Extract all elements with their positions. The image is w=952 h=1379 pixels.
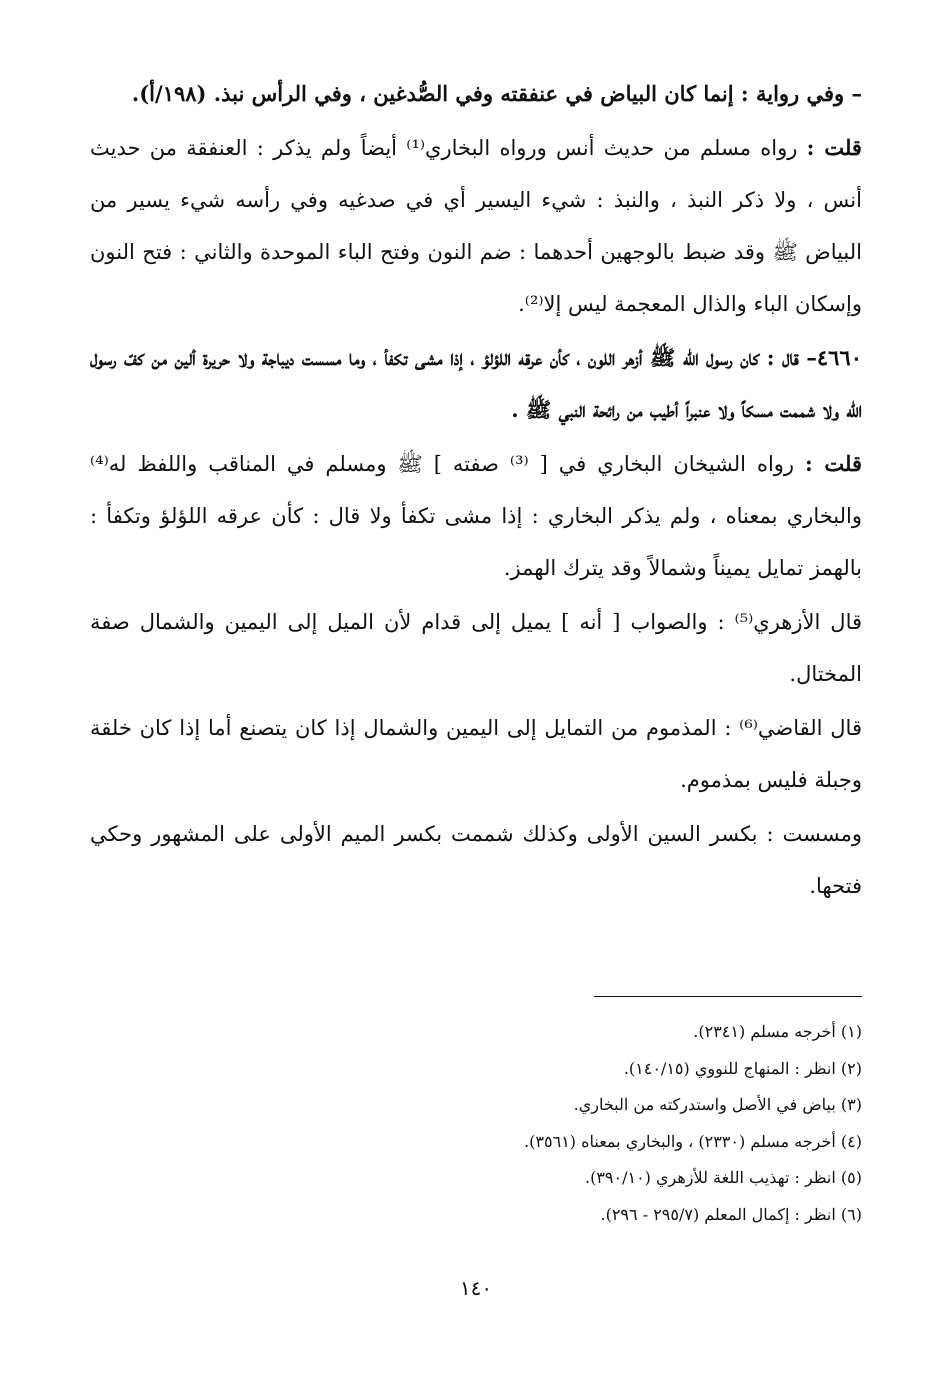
footnote-item: (٢) انظر : المنهاج للنووي (١٤٠/١٥).	[623, 1058, 862, 1078]
footnote-item: (٤) أخرجه مسلم (٢٣٣٠) ، والبخاري بمعناه (٣٥٦١).	[524, 1131, 862, 1151]
commentary-label: قلت :	[805, 451, 863, 476]
footnote-item: (١) أخرجه مسلم (٢٣٤١).	[693, 1022, 862, 1041]
hadith-paragraph	[90, 332, 862, 436]
paragraph-text: ٤٦٦٠– قال : كان رسول الله ﷺ أزهر اللون ، كأن عرقه اللؤلؤ ، إذا مشى تكفأ ، وما مسست ديباجة ولا حريرة ألين من كفّ رسول الله ولا شممت مسكاً ولا عنبراً أطيب من رائحة النبي ﷺ .	[90, 345, 862, 422]
paragraph-text: ومسست : بكسر السين الأولى وكذلك شممت بكسر الميم الأولى على المشهور وحكي فتحها.	[90, 822, 862, 898]
paragraph-text: – وفي رواية : إنما كان البياض في عنفقته وفي الصُّدغين ، وفي الرأس نبذ. (١٩٨/أ).	[131, 81, 862, 106]
footnote-item: (٦) انظر : إكمال المعلم (٢٩٥/٧ - ٢٩٦).	[600, 1204, 862, 1224]
footnotes-list	[90, 1014, 862, 1233]
commentary-paragraph	[90, 438, 862, 594]
hadith-variant-paragraph	[90, 68, 862, 120]
paragraph-text: رواه الشيخان البخاري في [ ⁽³⁾ صفته ] ﷺ ومسلم في المناقب واللفظ له⁽⁴⁾ والبخاري بمعناه ، ولم يذكر البخاري : إذا مشى تكفأ ولا قال : كأن عرقه اللؤلؤ وتكفأ : بالهمز تمايل يميناً وشمالاً وقد يترك الهمز.	[90, 452, 862, 580]
footnote-item: (٥) انظر : تهذيب اللغة للأزهري (٣٩٠/١٠).	[584, 1168, 862, 1187]
commentary-paragraph	[90, 122, 862, 330]
paragraph-text: رواه مسلم من حديث أنس ورواه البخاري⁽¹⁾ أيضاً ولم يذكر : العنفقة من حديث أنس ، ولا ذكر النبذ ، والنبذ : شيء اليسير أي في صدغيه وفي رأسه شيء يسير من البياض ﷺ وقد ضبط بالوجهين أحدهما : ضم النون وفتح الباء الموحدة والثاني : فتح النون وإسكان الباء والذال المعجمة ليس إلا⁽²⁾.	[90, 136, 862, 316]
footnote-divider	[594, 996, 862, 997]
qadi-quote-paragraph	[90, 702, 862, 806]
azhari-quote-paragraph	[90, 596, 862, 700]
footnote-item: (٣) بياض في الأصل واستدركته من البخاري.	[573, 1095, 862, 1114]
commentary-label: قلت :	[806, 135, 862, 160]
page-number: ١٤٠	[459, 1276, 493, 1300]
main-text	[90, 68, 862, 912]
paragraph-text: قال الأزهري⁽⁵⁾ : والصواب [ أنه ] يميل إلى قدام لأن الميل إلى اليمين والشمال صفة المختال.	[90, 610, 862, 686]
paragraph-text: قال القاضي⁽⁶⁾ : المذموم من التمايل إلى اليمين والشمال إذا كان يتصنع أما إذا كان خلقة وجبلة فليس بمذموم.	[90, 716, 862, 792]
vocalization-note-paragraph	[90, 808, 862, 912]
